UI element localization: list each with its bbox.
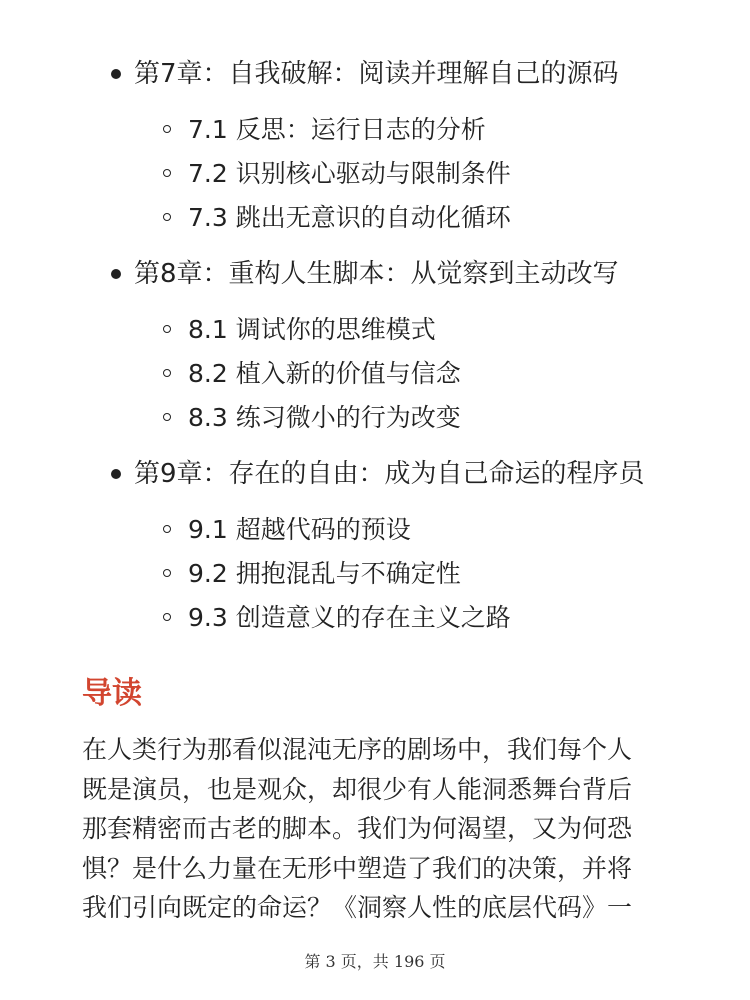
toc-chapter-8 [0, 248, 750, 300]
chapter-8-sections [0, 300, 750, 448]
bullet-circle-icon [163, 169, 171, 177]
bullet-circle-icon [163, 213, 171, 221]
section-title: 9.1 超越代码的预设 [188, 515, 411, 544]
bullet-circle-icon [163, 125, 171, 133]
chapter-9-sections [0, 500, 750, 648]
toc-section [0, 396, 750, 440]
toc-section [0, 596, 750, 640]
toc-section [0, 552, 750, 596]
paragraph-line: 那套精密而古老的脚本。我们为何渴望，又为何恐 [82, 814, 633, 843]
section-title: 8.3 练习微小的行为改变 [188, 403, 461, 432]
table-of-contents [0, 48, 750, 648]
toc-section [0, 308, 750, 352]
intro-paragraph [82, 730, 672, 928]
bullet-circle-icon [163, 325, 171, 333]
paragraph-line: 我们引向既定的命运？《洞察人性的底层代码》一 [82, 893, 633, 922]
chapter-title: 第8章：重构人生脚本：从觉察到主动改写 [134, 259, 619, 289]
chapter-title: 第9章：存在的自由：成为自己命运的程序员 [134, 459, 645, 489]
bullet-circle-icon [163, 613, 171, 621]
section-heading: 导读 [82, 676, 142, 711]
toc-section [0, 152, 750, 196]
paragraph-line: 在人类行为那看似混沌无序的剧场中，我们每个人 [82, 735, 633, 764]
section-title: 8.2 植入新的价值与信念 [188, 359, 461, 388]
section-title: 7.2 识别核心驱动与限制条件 [188, 159, 511, 188]
bullet-circle-icon [163, 413, 171, 421]
chapter-7-sections [0, 100, 750, 248]
toc-chapter-9 [0, 448, 750, 500]
section-title: 9.2 拥抱混乱与不确定性 [188, 559, 461, 588]
page-footer: 第 3 页，共 196 页 [304, 952, 446, 971]
toc-section [0, 508, 750, 552]
bullet-circle-icon [163, 369, 171, 377]
paragraph-line: 惧？是什么力量在无形中塑造了我们的决策，并将 [82, 853, 633, 883]
section-title: 7.1 反思：运行日志的分析 [188, 115, 486, 144]
bullet-circle-icon [163, 525, 171, 533]
bullet-disc-icon [111, 269, 121, 279]
section-title: 8.1 调试你的思维模式 [188, 315, 436, 344]
bullet-disc-icon [111, 69, 121, 79]
toc-section [0, 196, 750, 240]
bullet-disc-icon [111, 469, 121, 479]
section-title: 7.3 跳出无意识的自动化循环 [188, 203, 511, 232]
section-title: 9.3 创造意义的存在主义之路 [188, 603, 511, 632]
chapter-title: 第7章：自我破解：阅读并理解自己的源码 [134, 59, 619, 89]
toc-section [0, 352, 750, 396]
bullet-circle-icon [163, 569, 171, 577]
toc-chapter-7 [0, 48, 750, 100]
paragraph-line: 既是演员，也是观众，却很少有人能洞悉舞台背后 [82, 774, 633, 804]
toc-section [0, 108, 750, 152]
